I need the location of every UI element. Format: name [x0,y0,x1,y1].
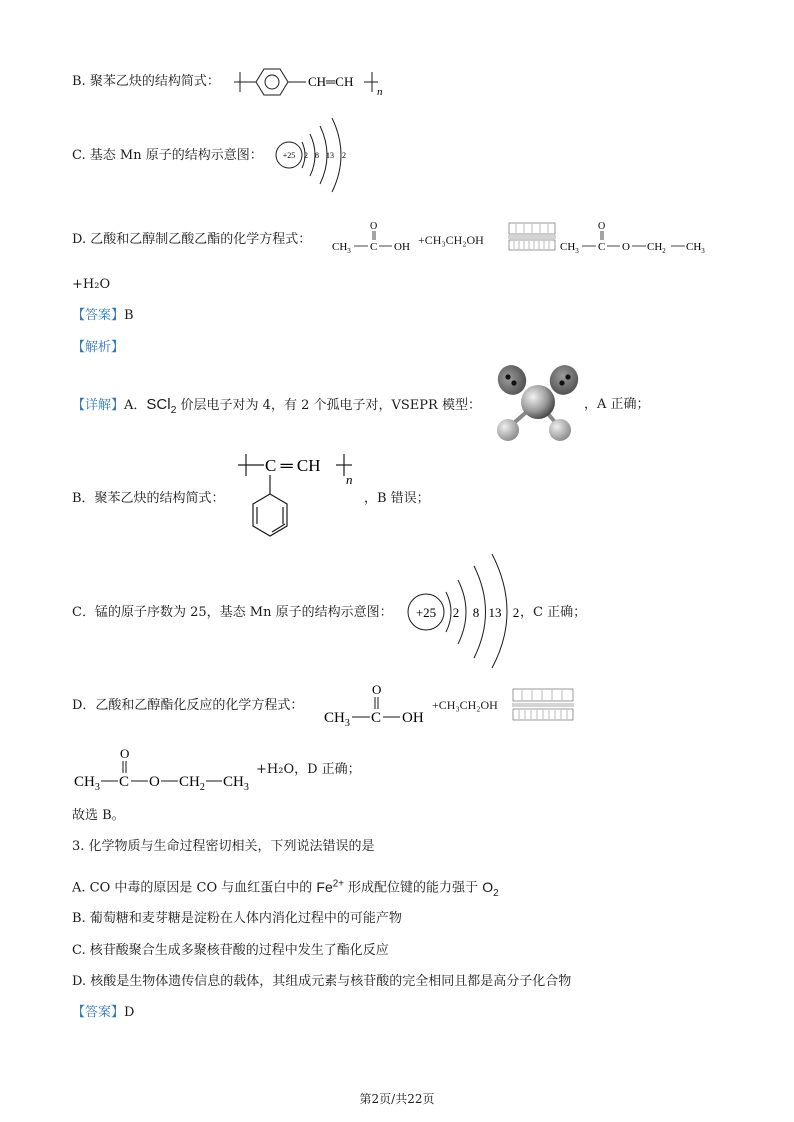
mn-atom-diagram-large [402,550,532,670]
option-b-label: B. 聚苯乙炔的结构简式： [72,74,220,89]
detail-c-line [72,605,393,621]
fe-ion: $Fe^{2+}$ [316,878,344,895]
ethanol-reactant-large: +CH₃CH₂OH [432,698,498,712]
detail-b-label: B．聚苯乙炔的结构简式： [72,491,225,506]
ester-o: O [622,241,630,253]
acid-ch3-large: $CH_3$ [324,710,350,726]
ester-ch3-end: $CH_3$ [686,241,705,254]
ester-ch2: $CH_2$ [647,241,666,254]
answer-3-label: 【答案】 [72,1005,125,1020]
detail-a-text: 价层电子对为 4，有 2 个孤电子对，VSEPR 模型： [176,398,481,413]
page-footer: 第2页/共22页 [359,1092,435,1106]
answer-1-value: B [124,308,134,323]
ester-c: C [598,241,606,253]
question-3-option-a: A. CO 中毒的原因是 CO 与血红蛋白中的 $Fe^{2+}$ 形成配位键的能力强于 $O_2$ [72,878,499,899]
detail-a-line [72,397,481,418]
poly-chain-text: CH═CH [308,74,354,89]
analysis-label: 【解析】 [72,340,125,355]
polyphenylacetylene-structure-large [232,448,362,548]
detail-c-label: C．锰的原子序数为 25，基态 Mn 原子的结构示意图： [72,605,393,620]
nucleus-charge-large: +25 [415,605,437,620]
reaction-condition-box-large [512,688,574,722]
detail-d-result: +H₂O，D 正确； [256,762,361,777]
polyphenylacetylene-structure-small [232,62,392,98]
ester-ch2-large: $CH_2$ [179,774,205,790]
ester-ch3: $CH_3$ [560,241,579,254]
question-3-option-b: B. 葡萄糖和麦芽糖是淀粉在人体内消化过程中的可能产物 [72,911,402,926]
poly-n-large: n [346,472,353,487]
carbonyl-o-large: O [372,682,382,697]
o2-formula: $O_2$ [482,878,499,899]
answer-1 [72,308,134,324]
ethyl-acetate-structure-large [72,744,258,790]
detail-a-result: ，A 正确； [584,397,650,412]
question-3-stem: 3. 化学物质与生命过程密切相关，下列说法错误的是 [72,839,375,854]
detail-d-line [72,698,303,714]
scl2-formula: SCl$_2$ [146,396,177,416]
carbonyl-o: O [370,221,378,232]
shell-3-large: 13 [488,605,502,620]
acid-c: C [370,241,378,253]
ester-c-large: C [119,774,130,790]
poly-chain-large: C ═ CH [265,456,321,475]
option-b-line [72,74,220,90]
question-3-option-c: C. 核苷酸聚合生成多聚核苷酸的过程中发生了酯化反应 [72,943,389,958]
ester-ch3-end-large: $CH_3$ [223,774,249,790]
ethanol-reactant-small: +CH₃CH₂OH [418,233,484,247]
option-d-line [72,232,311,248]
reaction-condition-box-small [508,222,556,252]
shell-4-large: 2 [512,605,520,620]
ester-o-large: O [149,774,160,790]
acid-ch3: $CH_3$ [332,241,351,254]
detail-c-result: ，C 正确； [520,605,587,620]
acid-oh: OH [394,241,410,253]
detail-b-result: ，B 错误； [364,491,430,506]
shell-4: 2 [342,151,346,160]
shell-1-large: 2 [452,605,460,620]
ester-carbonyl-o-large: O [120,746,130,761]
ester-ch3-large: $CH_3$ [74,774,100,790]
shell-2-large: 8 [472,605,480,620]
option-c-line [72,148,263,164]
poly-n: n [377,86,383,98]
detail-conclusion: 故选 B。 [72,808,125,823]
acid-c-large: C [371,710,382,726]
shell-3: 13 [326,151,334,160]
analysis-heading [72,340,124,356]
option-d-label: D. 乙酸和乙醇制乙酸乙酯的化学方程式： [72,232,312,247]
detail-a-prefix: A． [124,398,147,413]
acid-oh-large: OH [402,710,424,726]
water-product-small: +H₂O [72,277,111,292]
answer-3-value: D [124,1005,135,1020]
ester-carbonyl-o: O [598,221,606,232]
option-c-label: C. 基态 Mn 原子的结构示意图： [72,148,263,163]
acetic-acid-structure-large [322,680,434,726]
vsepr-model-image [492,362,584,444]
shell-2: 8 [315,151,319,160]
shell-1: 2 [304,151,308,160]
nucleus-charge: +25 [282,151,296,160]
acetic-acid-structure-small [330,218,420,254]
detail-b-line [72,491,225,507]
answer-3 [72,1005,134,1021]
mn-atom-diagram-small [272,110,372,200]
question-3-option-d: D. 核酸是生物体遗传信息的载体，其组成元素与核苷酸的完全相同且都是高分子化合物 [72,974,572,989]
detail-d-label: D．乙酸和乙醇酯化反应的化学方程式： [72,698,304,713]
answer-1-label: 【答案】 [72,308,125,323]
ethyl-acetate-structure-small [558,218,718,254]
detail-label: 【详解】 [72,398,125,413]
